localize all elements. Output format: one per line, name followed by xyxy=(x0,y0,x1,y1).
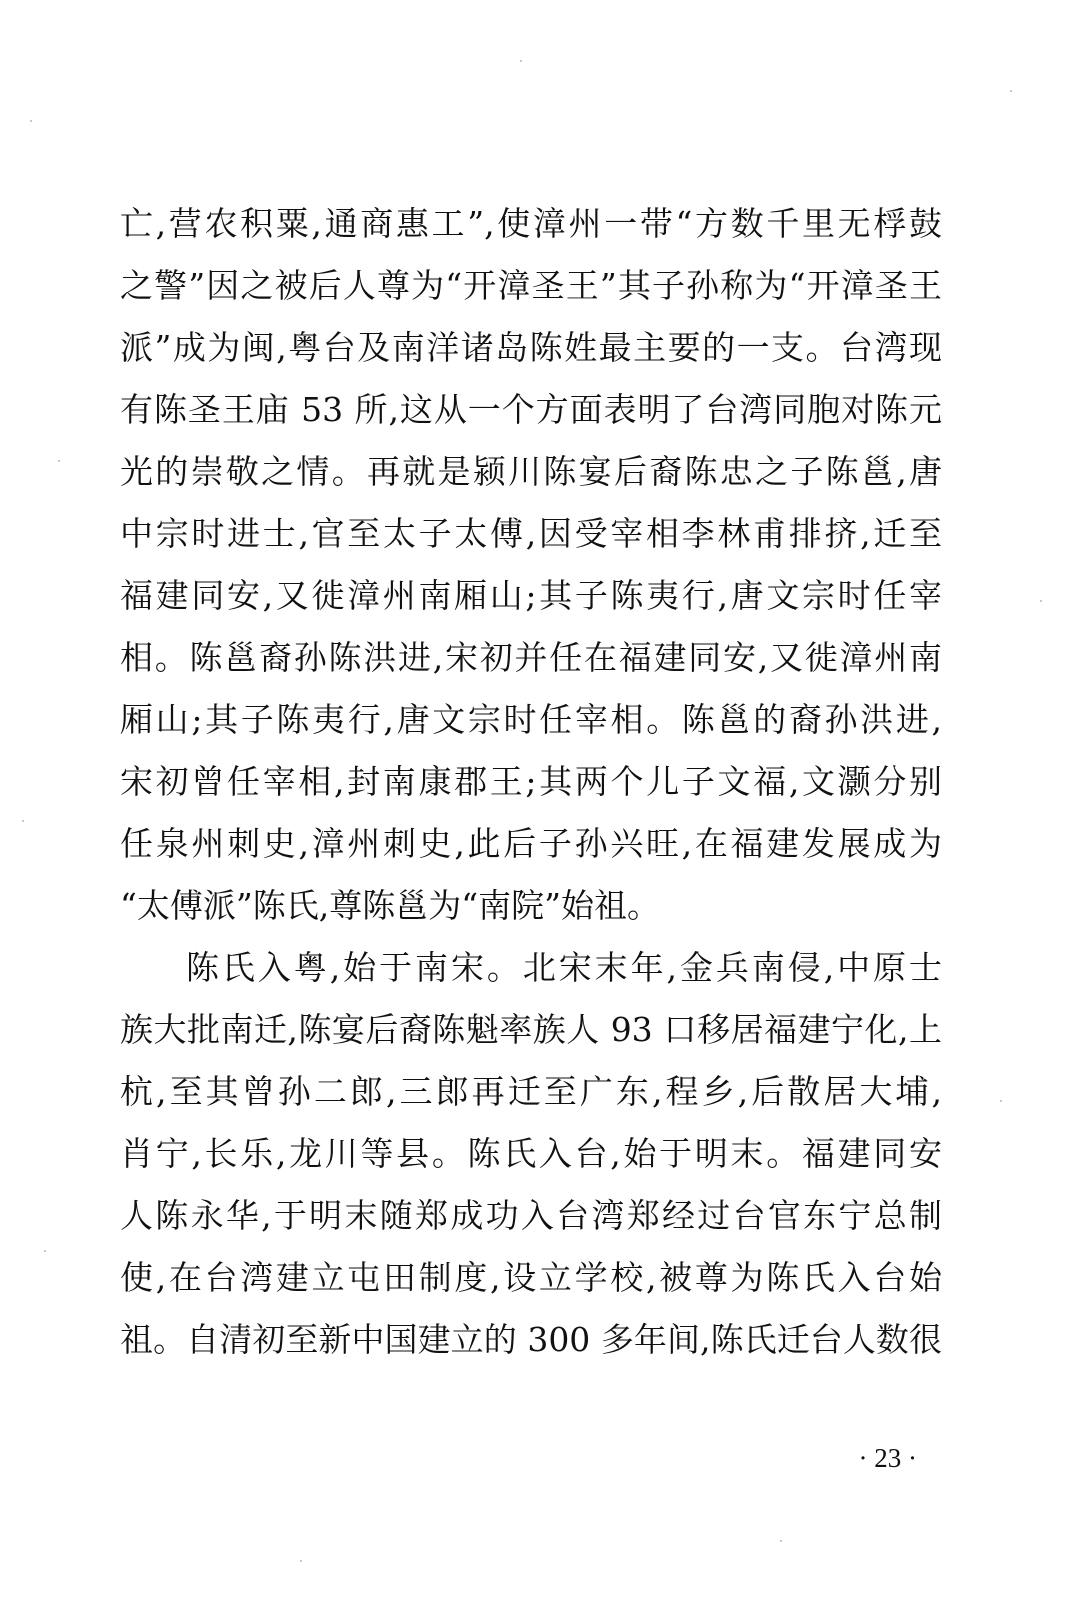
scan-speckle xyxy=(44,1250,46,1252)
text-line: 亡,营农积粟,通商惠工”,使漳州一带“方数千里无桴鼓 xyxy=(120,204,942,243)
text-line: 有陈圣王庙 53 所,这从一个方面表明了台湾同胞对陈元 xyxy=(120,390,942,429)
scan-speckle xyxy=(780,1540,782,1542)
scan-speckle xyxy=(520,60,522,62)
text-line: 任泉州刺史,漳州刺史,此后子孙兴旺,在福建发展成为 xyxy=(120,824,942,863)
text-line: 之警”因之被后人尊为“开漳圣王”其子孙称为“开漳圣王 xyxy=(120,266,942,305)
text-line: 相。陈邕裔孙陈洪进,宋初并任在福建同安,又徙漳州南 xyxy=(120,638,942,677)
page-number: · 23 · xyxy=(858,1443,917,1473)
paragraph-2 xyxy=(120,937,942,1371)
scan-speckle xyxy=(22,820,24,822)
body-text xyxy=(120,193,942,1371)
text-line: 光的崇敬之情。再就是颍川陈宴后裔陈忠之子陈邕,唐 xyxy=(120,452,942,491)
scan-speckle xyxy=(30,120,32,122)
text-line: 派”成为闽,粤台及南洋诸岛陈姓最主要的一支。台湾现 xyxy=(120,328,942,367)
text-line: 福建同安,又徙漳州南厢山;其子陈夷行,唐文宗时任宰 xyxy=(120,576,942,615)
scan-speckle xyxy=(300,1560,302,1562)
scan-speckle xyxy=(1000,1100,1002,1102)
text-line: 陈氏入粤,始于南宋。北宋末年,金兵南侵,中原士 xyxy=(186,948,942,987)
text-line: 肖宁,长乐,龙川等县。陈氏入台,始于明末。福建同安 xyxy=(120,1134,942,1173)
text-line: 使,在台湾建立屯田制度,设立学校,被尊为陈氏入台始 xyxy=(120,1258,942,1297)
text-line: 宋初曾任宰相,封南康郡王;其两个儿子文福,文灏分别 xyxy=(120,762,942,801)
text-line: 祖。自清初至新中国建立的 300 多年间,陈氏迁台人数很 xyxy=(120,1320,942,1359)
scan-speckle xyxy=(1040,600,1042,602)
text-line: 中宗时进士,官至太子太傅,因受宰相李林甫排挤,迁至 xyxy=(120,514,942,553)
text-line: 族大批南迁,陈宴后裔陈魁率族人 93 口移居福建宁化,上 xyxy=(120,1010,942,1049)
scan-speckle xyxy=(1010,90,1012,92)
scan-speckle xyxy=(58,460,60,462)
text-line: 厢山;其子陈夷行,唐文宗时任宰相。陈邕的裔孙洪进, xyxy=(120,700,942,739)
text-line: “太傅派”陈氏,尊陈邕为“南院”始祖。 xyxy=(120,886,660,925)
text-line: 杭,至其曾孙二郎,三郎再迁至广东,程乡,后散居大埔, xyxy=(120,1072,942,1111)
text-line: 人陈永华,于明末随郑成功入台湾郑经过台官东宁总制 xyxy=(120,1196,942,1235)
paragraph-1 xyxy=(120,193,942,937)
